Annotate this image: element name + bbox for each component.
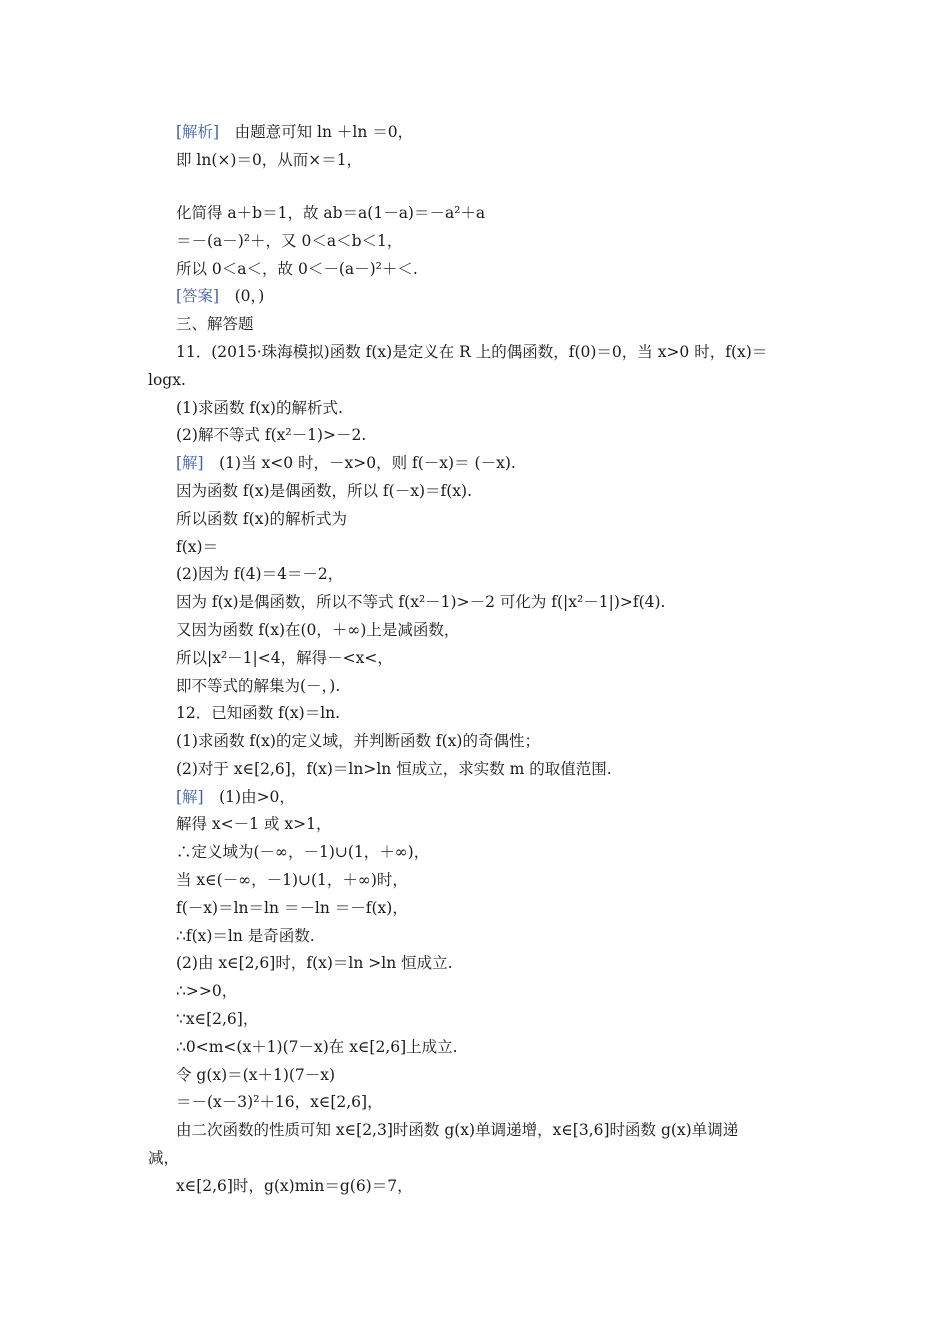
text-line: (1)求函数 f(x)的定义域，并判断函数 f(x)的奇偶性； bbox=[176, 732, 540, 750]
text-line: 解得 x<－1 或 x>1， bbox=[176, 815, 332, 833]
solution-tag: [解] bbox=[176, 788, 204, 806]
solution-line bbox=[176, 452, 516, 474]
text-line: x∈[2,6]时，g(x)min＝g(6)＝7， bbox=[176, 1177, 413, 1195]
text-line: 因为 f(x)是偶函数，所以不等式 f(x²－1)>－2 可化为 f(|x²－1|)>f(4). bbox=[176, 593, 666, 611]
text-span: (0，) bbox=[219, 287, 265, 305]
text-line: (2)因为 f(4)＝4＝－2， bbox=[176, 565, 344, 583]
answer-tag: [答案] bbox=[176, 287, 220, 305]
problem-11-statement: 11．(2015·珠海模拟)函数 f(x)是定义在 R 上的偶函数，f(0)＝0，当 x>0 时，f(x)＝ bbox=[176, 343, 768, 361]
text-line: 所以函数 f(x)的解析式为 bbox=[176, 510, 348, 528]
text-span: (1)由>0， bbox=[203, 788, 295, 806]
text-line: 又因为函数 f(x)在(0，＋∞)上是减函数， bbox=[176, 621, 460, 639]
text-line: (2)解不等式 f(x²－1)>－2. bbox=[176, 426, 367, 444]
problem-12-statement: 12．已知函数 f(x)＝ln. bbox=[176, 704, 341, 722]
text-line: 令 g(x)＝(x＋1)(7－x) bbox=[176, 1066, 336, 1084]
text-line: (1)求函数 f(x)的解析式. bbox=[176, 399, 343, 417]
analysis-tag: [解析] bbox=[176, 123, 220, 141]
text-line: ∴定义域为(－∞，－1)∪(1，＋∞)， bbox=[176, 843, 430, 861]
text-line: ∴f(x)＝ln 是奇函数. bbox=[176, 927, 315, 945]
solution-tag: [解] bbox=[176, 454, 204, 472]
text-line: ＝－(a－)²＋，又 0＜a＜b＜1， bbox=[176, 232, 403, 250]
answer-line bbox=[176, 285, 264, 307]
text-line: ∴>>0， bbox=[176, 982, 238, 1000]
text-line: 因为函数 f(x)是偶函数，所以 f(－x)＝f(x). bbox=[176, 482, 472, 500]
text-span: 由题意可知 ln ＋ln ＝0， bbox=[219, 123, 414, 141]
text-line: 由二次函数的性质可知 x∈[2,3]时函数 g(x)单调递增，x∈[3,6]时函数 g(x)单调递 bbox=[176, 1121, 739, 1139]
text-line: (2)由 x∈[2,6]时，f(x)＝ln >ln 恒成立. bbox=[176, 954, 453, 972]
text-line: (2)对于 x∈[2,6]，f(x)＝ln>ln 恒成立，求实数 m 的取值范围. bbox=[176, 760, 612, 778]
text-line: ∵x∈[2,6]， bbox=[176, 1010, 259, 1028]
analysis-line-1 bbox=[176, 121, 413, 143]
text-line: 即不等式的解集为(－，). bbox=[176, 677, 341, 695]
text-line: 减， bbox=[148, 1149, 180, 1167]
text-line: 当 x∈(－∞，－1)∪(1，＋∞)时， bbox=[176, 871, 408, 889]
text-line: f(x)＝ bbox=[176, 538, 219, 556]
text-line: f(－x)＝ln＝ln ＝－ln ＝－f(x)， bbox=[176, 899, 408, 917]
text-line: 所以 0＜a＜，故 0＜－(a－)²＋＜. bbox=[176, 260, 418, 278]
text-span: (1)当 x<0 时，－x>0，则 f(－x)＝ (－x). bbox=[203, 454, 516, 472]
section-heading: 三、解答题 bbox=[176, 315, 254, 333]
text-line: ∴0<m<(x＋1)(7－x)在 x∈[2,6]上成立. bbox=[176, 1038, 458, 1056]
text-line: 化简得 a＋b＝1，故 ab＝a(1－a)＝－a²＋a bbox=[176, 204, 486, 222]
text-line: 所以|x²－1|<4，解得－<x<， bbox=[176, 649, 393, 667]
text-line: 即 ln(×)＝0，从而×＝1， bbox=[176, 151, 363, 169]
solution-line bbox=[176, 786, 295, 808]
text-line: logx. bbox=[148, 371, 186, 389]
text-line: ＝－(x－3)²＋16，x∈[2,6]， bbox=[176, 1093, 383, 1111]
